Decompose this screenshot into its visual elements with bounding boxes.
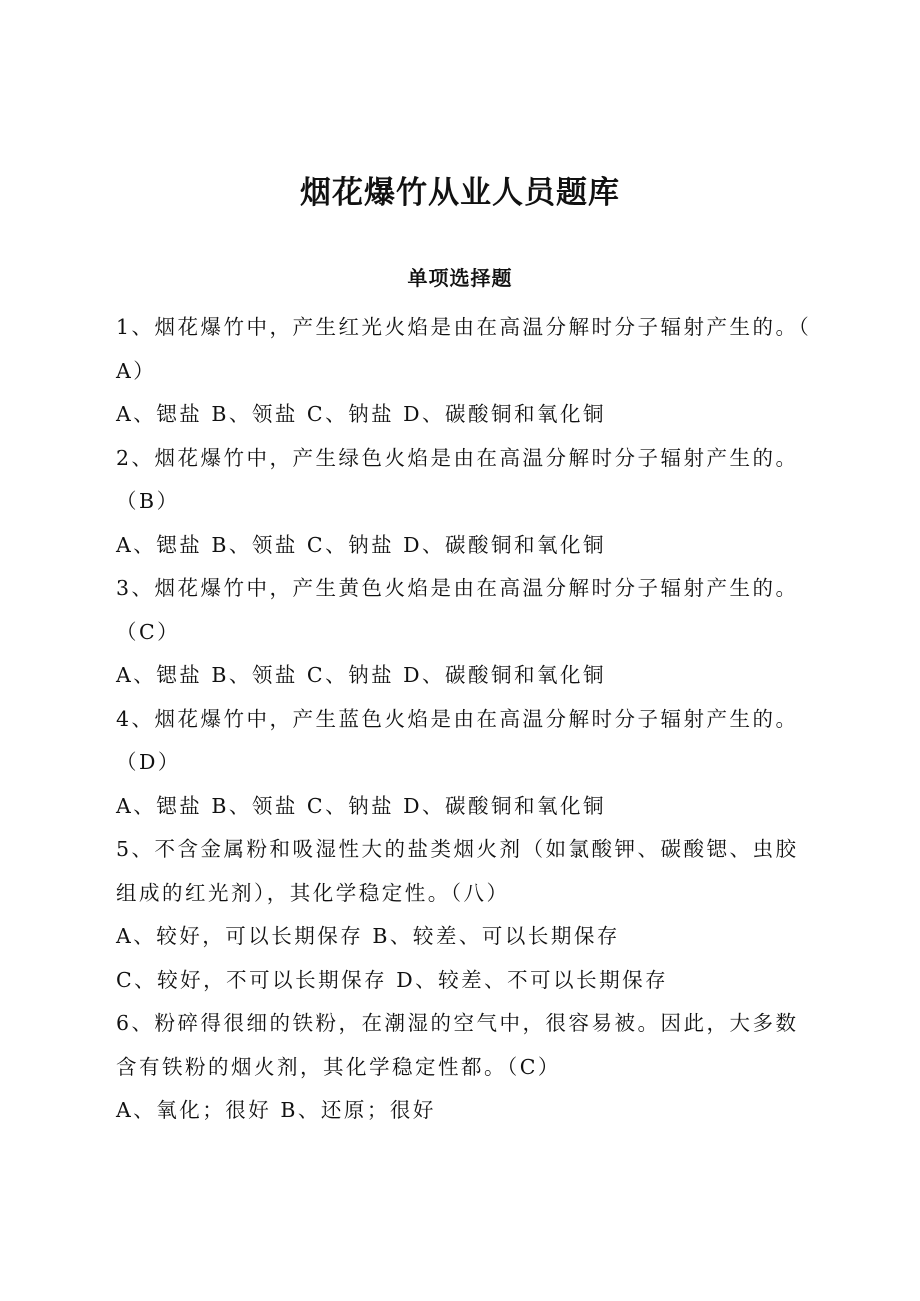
- section-title: 单项选择题: [407, 266, 513, 290]
- question-2-answer: （B）: [116, 489, 180, 513]
- question-3-text: 3、烟花爆竹中，产生黄色火焰是由在高温分解时分子辐射产生的。: [116, 576, 799, 600]
- question-6-text-line-2: 含有铁粉的烟火剂，其化学稳定性都。（C）: [116, 1054, 561, 1079]
- question-4-text: 4、烟花爆竹中，产生蓝色火焰是由在高温分解时分子辐射产生的。: [116, 706, 799, 731]
- question-4-options: A、锶盐 B、领盐 C、钠盐 D、碳酸铜和氧化铜: [116, 793, 607, 818]
- question-1-options: A、锶盐 B、领盐 C、钠盐 D、碳酸铜和氧化铜: [116, 402, 607, 426]
- question-1-text: 1、烟花爆竹中，产生红光火焰是由在高温分解时分子辐射产生的。（: [116, 315, 812, 339]
- question-5-text-line-2: 组成的红光剂），其化学稳定性。（八）: [116, 880, 510, 905]
- question-list: [116, 306, 816, 1133]
- question-5-options-line-1: A、较好，可以长期保存 B、较差、可以长期保存: [116, 924, 620, 948]
- question-2-text: 2、烟花爆竹中，产生绿色火焰是由在高温分解时分子辐射产生的。: [116, 445, 799, 470]
- question-6-options: A、氧化；很好 B、还原；很好: [116, 1098, 436, 1122]
- question-5-options-line-2: C、较好，不可以长期保存 D、较差、不可以长期保存: [116, 967, 669, 992]
- question-3-options: A、锶盐 B、领盐 C、钠盐 D、碳酸铜和氧化铜: [116, 663, 607, 687]
- question-1-answer: A）: [116, 358, 157, 383]
- document-title: 烟花爆竹从业人员题库: [300, 175, 620, 211]
- question-3-answer: （C）: [116, 619, 181, 644]
- question-4-answer: （D）: [116, 750, 181, 774]
- question-6-text-line-1: 6、粉碎得很细的铁粉，在潮湿的空气中，很容易被。因此，大多数: [116, 1011, 799, 1035]
- question-2-options: A、锶盐 B、领盐 C、钠盐 D、碳酸铜和氧化铜: [116, 532, 607, 557]
- question-5-text-line-1: 5、不含金属粉和吸湿性大的盐类烟火剂（如氯酸钾、碳酸锶、虫胶: [116, 837, 799, 861]
